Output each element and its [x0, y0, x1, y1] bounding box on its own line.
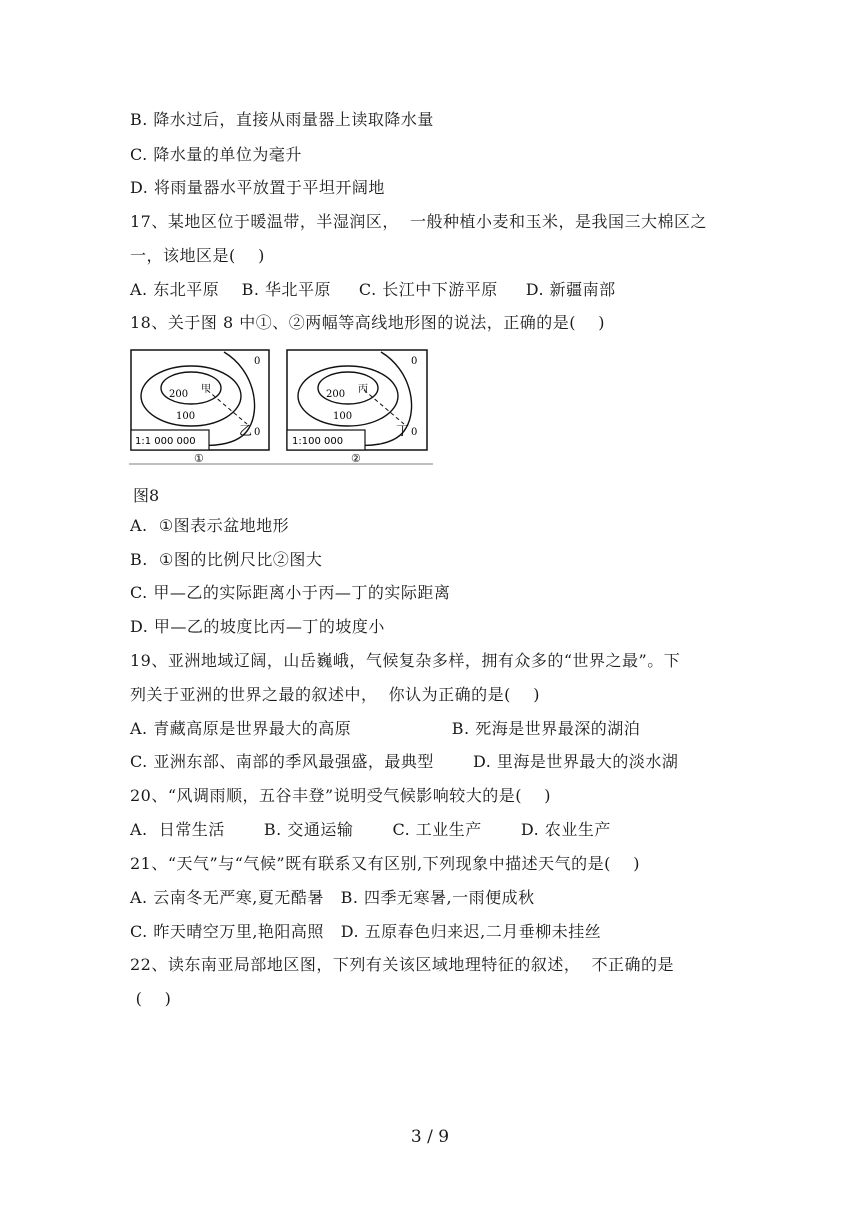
question-21: 21、“天气”与“气候”既有联系又有区别,下列现象中描述天气的是( ): [130, 854, 640, 873]
options-19: C. 亚洲东部、南部的季风最强盛，最典型 D. 里海是世界最大的淡水湖: [130, 752, 679, 771]
options-19: A. 青藏高原是世界最大的高原 B. 死海是世界最深的湖泊: [130, 719, 641, 738]
options-21: A. 云南冬无严寒,夏无酷暑 B. 四季无寒暑,一雨便成秋: [130, 888, 535, 907]
text-line: 一，该地区是( ): [130, 246, 265, 265]
question-22: 22、读东南亚局部地区图，下列有关该区域地理特征的叙述， 不正确的是: [130, 955, 675, 974]
contour-label: 0: [411, 427, 418, 438]
question-19: 19、亚洲地域辽阔，山岳巍峨，气候复杂多样，拥有众多的“世界之最”。下: [130, 651, 681, 670]
map-number: ②: [351, 452, 361, 465]
text-line: C. 甲—乙的实际距离小于丙—丁的实际距离: [130, 583, 451, 602]
text-line: B. 降水过后，直接从雨量器上读取降水量: [130, 110, 434, 129]
question-20: 20、“风调雨顺，五谷丰登”说明受气候影响较大的是( ): [130, 786, 552, 805]
point-label: 丙: [358, 384, 368, 395]
options-17: A. 东北平原 B. 华北平原 C. 长江中下游平原 D. 新疆南部: [130, 280, 616, 299]
contour-map-1: [131, 350, 269, 450]
contour-map-2: [287, 350, 427, 450]
contour-label: 0: [254, 427, 261, 438]
page-number: 3 / 9: [410, 1127, 450, 1147]
text-line: B. ①图的比例尺比②图大: [130, 550, 323, 569]
contour-label: 200: [169, 389, 189, 400]
contour-label: 100: [333, 411, 353, 422]
point-label: 丁: [396, 424, 410, 439]
scale-label: 1:100 000: [292, 436, 344, 447]
question-17: 17、某地区位于暖温带，半湿润区， 一般种植小麦和玉米，是我国三大棉区之: [130, 212, 708, 231]
contour-figure: [129, 348, 433, 468]
contour-label: 100: [176, 411, 196, 422]
options-20: A. 日常生活 B. 交通运输 C. 工业生产 D. 农业生产: [130, 820, 611, 839]
text-line: 列关于亚洲的世界之最的叙述中， 你认为正确的是( ): [130, 685, 541, 704]
contour-label: 0: [254, 356, 261, 367]
point-label: 甲: [201, 384, 211, 395]
text-line: D. 甲—乙的坡度比丙—丁的坡度小: [130, 617, 385, 636]
scale-label: 1:1 000 000: [135, 436, 196, 447]
map-number: ①: [194, 452, 204, 465]
point-label: 乙: [239, 424, 253, 439]
question-18: 18、关于图 8 中①、②两幅等高线地形图的说法，正确的是( ): [130, 313, 606, 332]
text-line: C. 降水量的单位为毫升: [130, 145, 302, 164]
contour-label: 0: [411, 356, 418, 367]
text-line: ( ): [130, 989, 172, 1008]
figure-caption: 图8: [133, 486, 160, 505]
contour-label: 200: [326, 389, 346, 400]
text-line: A. ①图表示盆地地形: [130, 516, 290, 535]
text-line: D. 将雨量器水平放置于平坦开阔地: [130, 178, 385, 197]
options-21: C. 昨天晴空万里,艳阳高照 D. 五原春色归来迟,二月垂柳未挂丝: [130, 922, 602, 941]
